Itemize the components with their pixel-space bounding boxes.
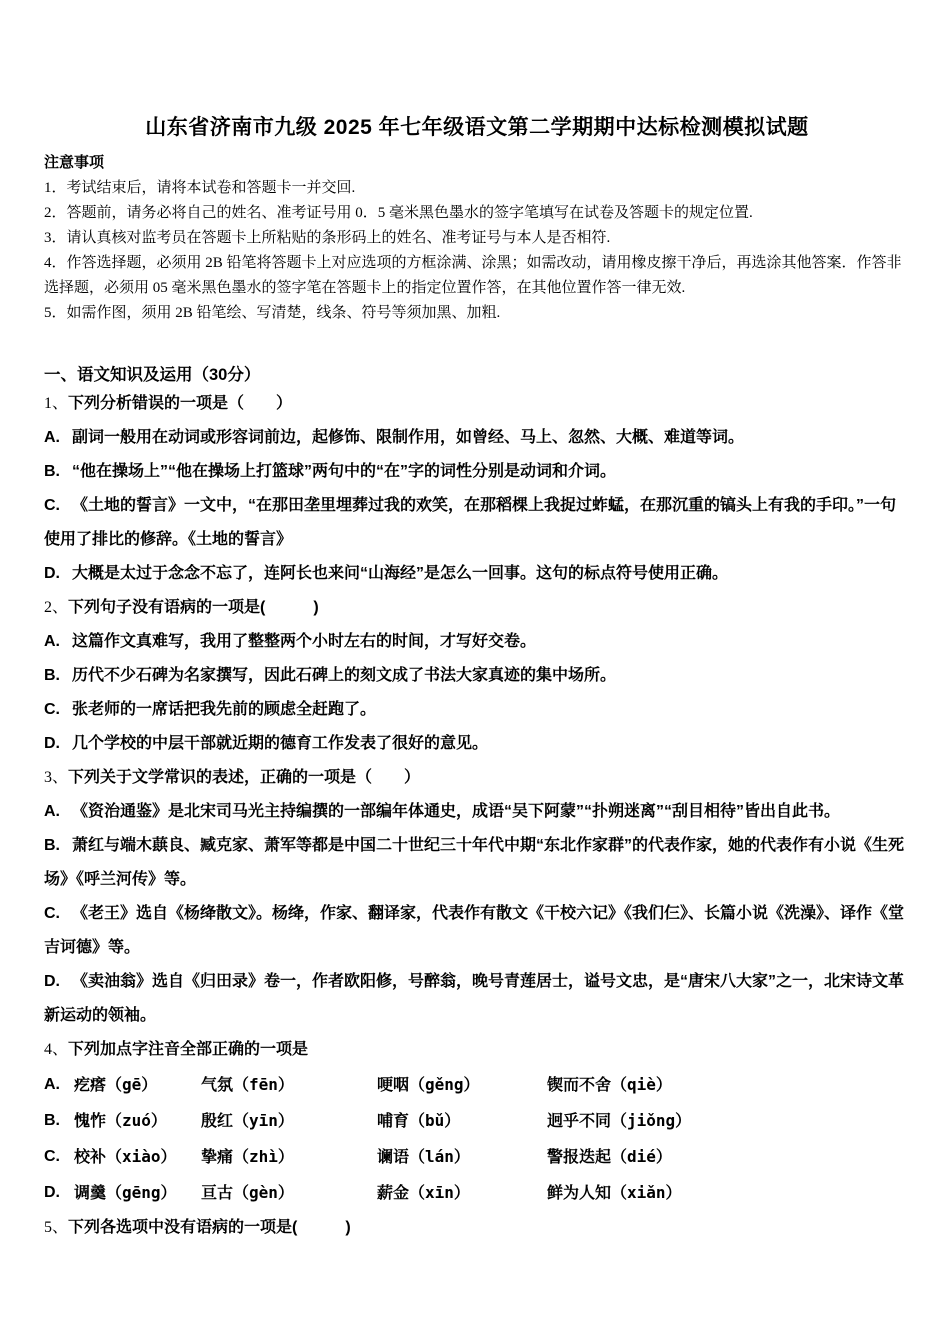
question-4-stem: 4、下列加点字注音全部正确的一项是 (44, 1041, 309, 1058)
question-4-number: 4、 (44, 1041, 69, 1058)
question-3-stem: 3、下列关于文学常识的表述，正确的一项是（ ） (44, 769, 421, 786)
page-title: 山东省济南市九级 2025 年七年级语文第二学期期中达标检测模拟试题 (145, 116, 809, 139)
question-3-option-a: A. 《资治通鉴》是北宋司马光主持编撰的一部编年体通史，成语“吴下阿蒙”“扑朔迷离”“刮目相待”皆出自此书。 (44, 803, 841, 820)
pinyin-cell: 哽咽（gěng） (377, 1075, 480, 1094)
question-3-option-b: B. 萧红与端木蕻良、臧克家、萧军等都是中国二十世纪三十年代中期“东北作家群”的代表作家，她的代表作有小说《生死场》《呼兰河传》等。 (44, 837, 905, 888)
question-2-option-c: C. 张老师的一席话把我先前的顾虑全赶跑了。 (44, 701, 377, 718)
question-3-option-d: D. 《卖油翁》选自《归田录》卷一，作者欧阳修，号醉翁，晚号青莲居士，谥号文忠，是“唐宋八大家”之一，北宋诗文革新运动的领袖。 (44, 973, 905, 1024)
pinyin-cell: 疙瘩（gē） (74, 1075, 158, 1094)
question-2-option-a: A. 这篇作文真难写，我用了整整两个小时左右的时间，才写好交卷。 (44, 633, 537, 650)
pinyin-cell: 亘古（gèn） (201, 1183, 294, 1202)
pinyin-cell: 警报迭起（dié） (547, 1147, 672, 1166)
notice-item-5: 5．如需作图，须用 2B 铅笔绘、写清楚，线条、符号等须加黑、加粗. (44, 305, 501, 321)
pinyin-cell: 鲜为人知（xiǎn） (547, 1183, 682, 1202)
pinyin-cell: 校补（xiào） (74, 1147, 177, 1166)
question-4-row-b: B. 愧怍（zuó） 殷红（yīn） 哺育（bǔ） 迥乎不同（jiǒng） (44, 1103, 910, 1139)
notice-item-2: 2．答题前，请务必将自己的姓名、准考证号用 0．5 毫米黑色墨水的签字笔填写在试卷及答题卡的规定位置. (44, 205, 753, 221)
pinyin-cell: 殷红（yīn） (201, 1111, 294, 1130)
question-2-option-b: B. 历代不少石碑为名家撰写，因此石碑上的刻文成了书法大家真迹的集中场所。 (44, 667, 617, 684)
pinyin-cell: 谰语（lán） (377, 1147, 470, 1166)
question-5-stem: 5、下列各选项中没有语病的一项是( ) (44, 1219, 351, 1236)
question-1-option-a: A. 副词一般用在动词或形容词前边，起修饰、限制作用，如曾经、马上、忽然、大概、难道等词。 (44, 429, 745, 446)
question-2-number: 2、 (44, 599, 69, 616)
pinyin-cell: 薪金（xīn） (377, 1183, 470, 1202)
notice-item-1: 1．考试结束后，请将本试卷和答题卡一并交回. (44, 180, 356, 196)
section-heading: 一、语文知识及运用（30分） (44, 366, 261, 384)
question-1-option-d: D. 大概是太过于念念不忘了，连阿长也来问“山海经”是怎么一回事。这句的标点符号使用正确。 (44, 565, 729, 582)
question-2-stem: 2、下列句子没有语病的一项是( ) (44, 599, 319, 616)
question-5-number: 5、 (44, 1219, 69, 1236)
question-4-row-c: C. 校补（xiào） 挚痛（zhì） 谰语（lán） 警报迭起（dié） (44, 1139, 910, 1175)
question-1-option-c: C. 《土地的誓言》一文中，“在那田垄里埋葬过我的欢笑，在那稻棵上我捉过蚱蜢，在那沉重的镐头上有我的手印。”一句使用了排比的修辞。《土地的誓言》 (44, 497, 897, 548)
question-1-stem: 1、下列分析错误的一项是（ ） (44, 395, 293, 412)
notices-heading: 注意事项 (44, 155, 105, 171)
pinyin-cell: 愧怍（zuó） (74, 1111, 167, 1130)
notice-item-3: 3．请认真核对监考员在答题卡上所粘贴的条形码上的姓名、准考证号与本人是否相符. (44, 230, 611, 246)
pinyin-cell: 迥乎不同（jiǒng） (547, 1111, 692, 1130)
pinyin-cell: 哺育（bǔ） (377, 1111, 461, 1130)
question-3-number: 3、 (44, 769, 69, 786)
question-3-option-c: C. 《老王》选自《杨绛散文》。杨绛，作家、翻译家，代表作有散文《干校六记》《我们仨》、长篇小说《洗澡》、译作《堂吉诃德》等。 (44, 905, 905, 956)
question-1-number: 1、 (44, 395, 69, 412)
pinyin-cell: 调羹（gēng） (74, 1183, 177, 1202)
notices-section (44, 151, 910, 326)
questions-section (44, 363, 910, 1245)
pinyin-cell: 锲而不舍（qiè） (547, 1075, 672, 1094)
notice-item-4: 4．作答选择题，必须用 2B 铅笔将答题卡上对应选项的方框涂满、涂黑；如需改动，请用橡皮擦干净后，再选涂其他答案．作答非选择题，必须用 05 毫米黑色墨水的签字笔在答题卡上的指定位置作答，在其他位置作答一律无效. (44, 255, 902, 296)
question-4-row-a: A. 疙瘩（gē） 气氛（fēn） 哽咽（gěng） 锲而不舍（qiè） (44, 1067, 910, 1103)
pinyin-cell: 气氛（fēn） (201, 1075, 294, 1094)
question-4-row-d: D. 调羹（gēng） 亘古（gèn） 薪金（xīn） 鲜为人知（xiǎn） (44, 1175, 910, 1211)
question-1-option-b: B. “他在操场上”“他在操场上打篮球”两句中的“在”字的词性分别是动词和介词。 (44, 463, 617, 480)
question-2-option-d: D. 几个学校的中层干部就近期的德育工作发表了很好的意见。 (44, 735, 489, 752)
pinyin-cell: 挚痛（zhì） (201, 1147, 294, 1166)
